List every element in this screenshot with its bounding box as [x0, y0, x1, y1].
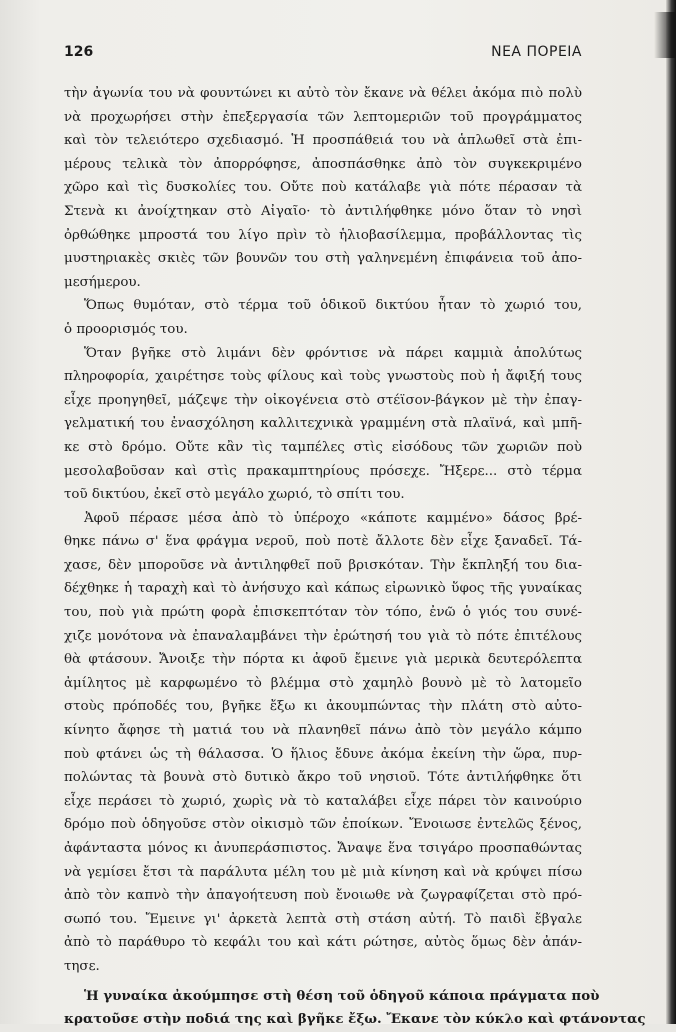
text-line: δρόμο ποὺ ὁδηγοῦσε στὸν οἰκισμὸ τῶν ἐποίκων. Ἔνοιωσε ἐντελῶς ξένος, — [64, 817, 582, 833]
text-line: χιζε μονότονα νὰ ἐπαναλαμβάνει τὴν ἐρώτησή του γιὰ τὸ πότε ἐπιτέλους — [64, 628, 582, 644]
text-line: στοὺς πρόποδές του, βγῆκε ἔξω κι ἀκουμπώντας τὴν πλάτη στὸ αὐτο- — [64, 699, 582, 715]
text-line: ἀπὸ τὸν καπνὸ τὴν ἀπαγοήτευση ποὺ ἔνοιωθε νὰ ζωγραφίζεται στὸ πρό- — [64, 888, 582, 904]
text-line: σωπό του. Ἔμεινε γι' ἀρκετὰ λεπτὰ στὴ στάση αὐτή. Τὸ παιδὶ ἔβγαλε — [64, 911, 582, 927]
body-text — [64, 82, 646, 1032]
text-line: θὰ φτάσουν. Ἄνοιξε τὴν πόρτα κι ἀφοῦ ἔμεινε γιὰ μερικὰ δευτερόλεπτα — [64, 652, 582, 668]
text-line: Στενὰ κι ἀνοίχτηκαν στὸ Αἰγαῖο· τὸ ἀντιλήφθηκε μόνο ὅταν τὸ νησὶ — [64, 203, 582, 219]
text-line: πολώντας τὰ βουνὰ στὸ δυτικὸ ἄκρο τοῦ νησιοῦ. Τότε ἀντιλήφθηκε ὅτι — [64, 770, 582, 786]
text-line: τὴν ἀγωνία του νὰ φουντώνει κι αὐτὸ τὸν ἔκανε νὰ θέλει ἀκόμα πιὸ πολὺ — [64, 86, 582, 101]
text-line: ποὺ φτάνει ὡς τὴ θάλασσα. Ὁ ἥλιος ἔδυνε ἀκόμα ἐκείνη τὴν ὥρα, πυρ- — [64, 746, 582, 762]
text-line: πληροφορία, χαιρέτησε τοὺς φίλους καὶ τοὺς γνωστοὺς ποὺ ἡ ἄφιξή τους — [64, 369, 582, 385]
text-line: τοῦ δικτύου, ἐκεῖ στὸ μεγάλο χωριό, τὸ σπίτι του. — [64, 487, 405, 503]
text-line: κε στὸ δρόμο. Οὔτε κἂν τὶς ταμπέλες στὶς εἰσόδους τῶν χωριῶν ποὺ — [64, 439, 582, 455]
page-corner-shadow — [654, 12, 676, 58]
text-line: κρατοῦσε στὴν ποδιά της καὶ βγῆκε ἔξω. Ἔκανε τὸν κύκλο καὶ φτάνοντας — [64, 1011, 646, 1028]
text-line: δέχθηκε ἡ ταραχὴ καὶ τὸ ἀνήσυχο καὶ κάπως εἰρωνικὸ ὕφος τῆς γυναίκας — [64, 581, 582, 597]
page-header — [64, 44, 582, 68]
text-line: του, ποὺ γιὰ πρώτη φορὰ ἐπισκεπτόταν τὸν τόπο, ἐνῶ ὁ γιός του συνέ- — [64, 605, 582, 621]
text-line: κίνητο ἄφησε τὴ ματιά του νὰ πλανηθεῖ πάνω ἀπὸ τὸν μεγάλο κάμπο — [64, 723, 582, 739]
text-line: μεσήμερου. — [64, 274, 141, 290]
text-line: εἶχε προηγηθεῖ, μάζεψε τὴν οἰκογένεια στὸ στέϊσον-βάγκον μὲ τὴν ἐπαγ- — [64, 392, 582, 408]
text-line: Ἀφοῦ πέρασε μέσα ἀπὸ τὸ ὑπέροχο «κάποτε καμμένο» δάσος βρέ- — [84, 510, 582, 526]
text-line: Ὅπως θυμόταν, στὸ τέρμα τοῦ ὁδικοῦ δικτύου ἦταν τὸ χωριό του, — [84, 298, 582, 314]
text-line: χασε, δὲν μποροῦσε νὰ ἀντιληφθεῖ ποῦ βρισκόταν. Τὴν ἔκπληξή του δια- — [64, 557, 582, 573]
running-head: ΝΕΑ ΠΟΡΕΙΑ — [491, 44, 582, 60]
text-line: γελματική του ἐνασχόληση καλλιτεχνικὰ γραμμένη στὰ πλαϊνά, καὶ μπῆ- — [64, 416, 582, 432]
text-line: μυστηριακὲς σκιὲς τῶν βουνῶν του στὴ γαληνεμένη ἐπιφάνεια τοῦ ἀπο- — [64, 251, 582, 267]
text-line: νὰ προχωρήσει στὴν ἐπεξεργασία τῶν λεπτομεριῶν τοῦ προγράμματος — [64, 109, 582, 125]
page-number: 126 — [64, 44, 94, 60]
text-line: ἀφάνταστα μόνος κι ἀνυπεράσπιστος. Ἄναψε ἕνα τσιγάρο προσπαθώντας — [64, 841, 582, 856]
text-line: μεσολαβοῦσαν καὶ στὶς πρακαμπτηρίους πρόσεχε. Ἤξερε... στὸ τέρμα — [64, 463, 582, 479]
text-line: ὀρθώθηκε μπροστά του λίγο πρὶν τὸ ἡλιοβασίλεμμα, προβάλλοντας τὶς — [64, 227, 582, 243]
text-line: καὶ τὸν τελειότερο σχεδιασμό. Ἡ προσπάθειά του νὰ ἁπλωθεῖ στὰ ἐπι- — [64, 133, 582, 149]
text-line: ὁ προορισμός του. — [64, 321, 188, 337]
text-line: τησε. — [64, 958, 100, 974]
text-line: θηκε πάνω σ' ἕνα φράγμα νεροῦ, ποὺ ποτὲ ἄλλοτε δὲν εἶχε ξαναδεῖ. Τά- — [64, 534, 582, 550]
text-line: Ἡ γυναίκα ἀκούμπησε στὴ θέση τοῦ ὁδηγοῦ κάποια πράγματα ποὺ — [84, 987, 600, 1004]
text-line: νὰ γεμίσει ἔτσι τὰ παράλυτα μέλη του μὲ μιὰ κίνηση καὶ νὰ κρύψει πίσω — [64, 864, 582, 880]
text-line: χῶρο καὶ τὶς δυσκολίες του. Οὔτε ποὺ κατάλαβε γιὰ πότε πέρασαν τὰ — [64, 180, 582, 196]
text-line: εἶχε περάσει τὸ χωριό, χωρὶς νὰ τὸ καταλάβει εἶχε πάρει τὸν καινούριο — [64, 793, 582, 809]
text-line: Ὅταν βγῆκε στὸ λιμάνι δὲν φρόντισε νὰ πάρει καμμιὰ ἀπολύτως — [84, 345, 582, 361]
text-line: ἀμίλητος μὲ καρφωμένο τὸ βλέμμα στὸ χαμηλὸ βουνὸ μὲ τὸ λατομεῖο — [64, 675, 582, 691]
text-line: μέρους τελικὰ τὸν ἀπορρόφησε, ἀποσπάσθηκε ἀπὸ τὸν συγκεκριμένο — [64, 156, 582, 172]
page-binding-shadow — [666, 0, 676, 1024]
text-line: ἀπὸ τὸ παράθυρο τὸ κεφάλι του καὶ κάτι ρώτησε, αὐτὸς ὅμως δὲν ἀπάν- — [64, 935, 582, 951]
